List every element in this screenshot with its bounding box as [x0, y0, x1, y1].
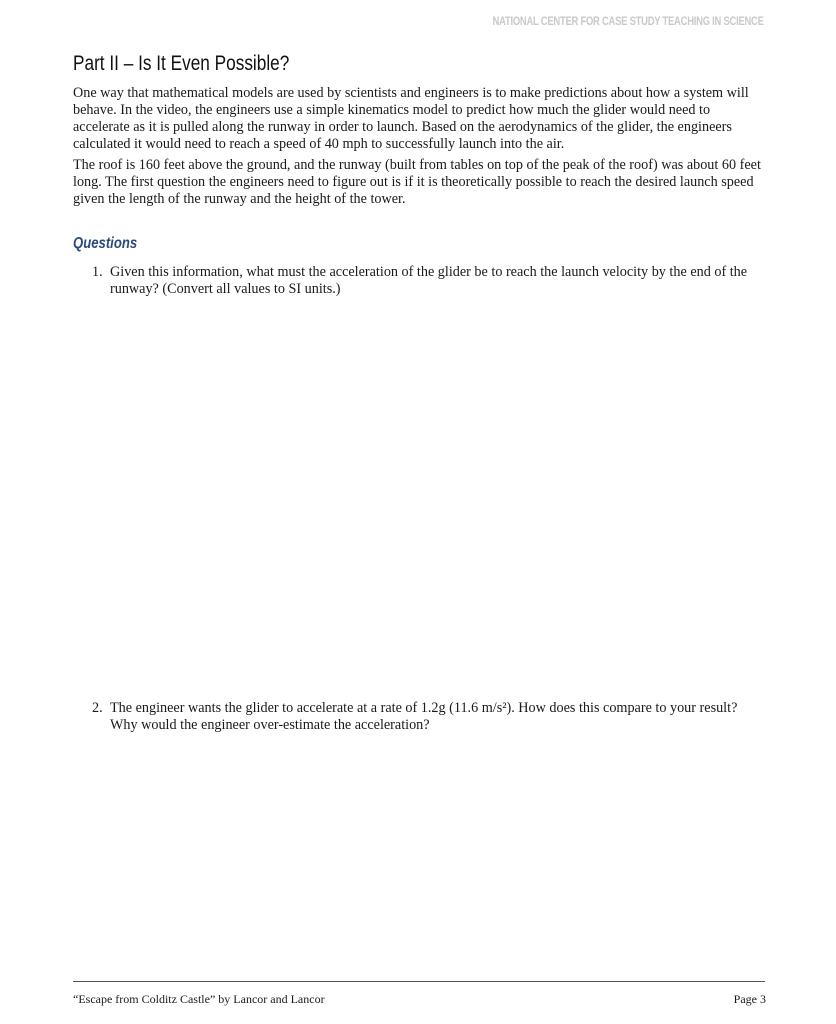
footer-citation: “Escape from Colditz Castle” by Lancor and Lancor [73, 992, 325, 1006]
question-number: 1. [92, 264, 103, 280]
footer-divider [73, 981, 765, 982]
question-item [92, 700, 762, 734]
organization-header: NATIONAL CENTER FOR CASE STUDY TEACHING IN SCIENCE [492, 16, 764, 28]
context-paragraph: The roof is 160 feet above the ground, and the runway (built from tables on top of the peak of the roof) was about 60 feet long. The first question the engineers need to figure out is if it is theoretically possible to reach the desired launch speed given the length of the runway and the height of the tower. [73, 157, 761, 207]
page-number: Page 3 [733, 992, 766, 1006]
questions-heading: Questions [73, 235, 138, 252]
section-title: Part II – Is It Even Possible? [73, 52, 290, 75]
question-number: 2. [92, 700, 103, 716]
intro-paragraph: One way that mathematical models are used by scientists and engineers is to make predictions about how a system will behave. In the video, the engineers use a simple kinematics model to predict how much the glider would need to accelerate as it is pulled along the runway in order to launch. Based on the aerodynamics of the glider, the engineers calculated it would need to reach a speed of 40 mph to successfully launch into the air. [73, 85, 749, 152]
question-item [92, 264, 762, 298]
question-text: The engineer wants the glider to accelerate at a rate of 1.2g (11.6 m/s²). How does this compare to your result? Why would the engineer over-estimate the acceleration? [110, 700, 738, 733]
question-text: Given this information, what must the acceleration of the glider be to reach the launch velocity by the end of the runway? (Convert all values to SI units.) [110, 264, 748, 297]
